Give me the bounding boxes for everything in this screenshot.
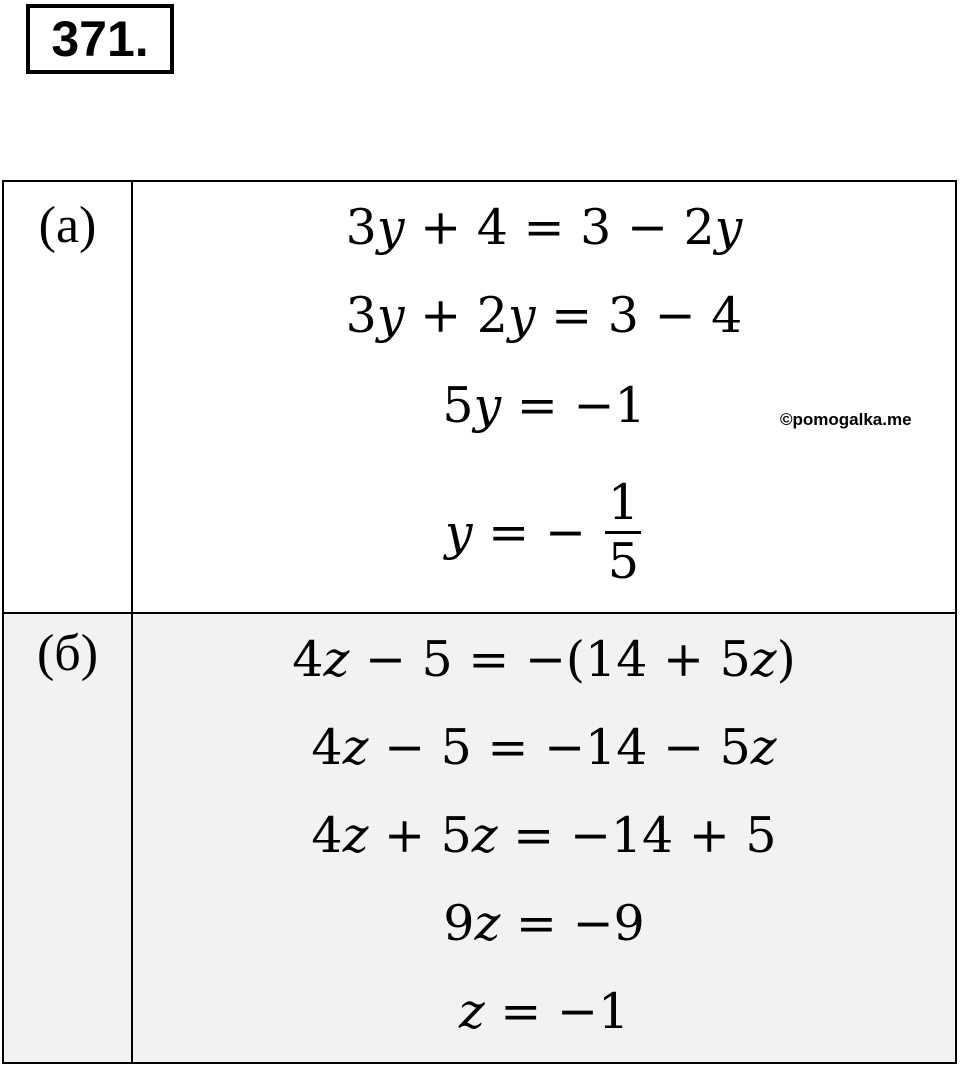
variable: y — [444, 503, 473, 561]
part-a-equation-1: 3y + 4 = 3 − 2y — [345, 199, 743, 256]
part-a-row — [4, 182, 955, 612]
part-a-equation-2: 3y + 2y = 3 − 4 — [345, 287, 743, 344]
part-b-equation-3: 4z + 5z = −14 + 5 — [311, 807, 777, 864]
part-a-label: (а) — [38, 197, 97, 254]
fraction-denominator: 5 — [607, 532, 640, 590]
solution-table — [2, 180, 957, 1064]
fraction-numerator: 1 — [607, 473, 640, 531]
part-b-equation-4: 9z = −9 — [443, 895, 645, 952]
fraction — [604, 475, 643, 590]
part-b-equation-2: 4z − 5 = −14 − 5z — [311, 719, 777, 776]
column-divider — [131, 182, 133, 1062]
part-a-equation-3: 5y = −1 — [442, 377, 646, 434]
part-a-equation-4: y = − $\frac{1}{5}$ — [133, 462, 955, 602]
part-b-row — [4, 612, 955, 1062]
part-b-equation-1: 4z − 5 = −(14 + 5z) — [292, 631, 796, 688]
part-b-label: (б) — [36, 625, 99, 682]
part-b-equation-5: z = −1 — [458, 983, 630, 1040]
problem-number: 371. — [26, 4, 174, 74]
watermark: ©pomogalka.me — [780, 410, 912, 429]
